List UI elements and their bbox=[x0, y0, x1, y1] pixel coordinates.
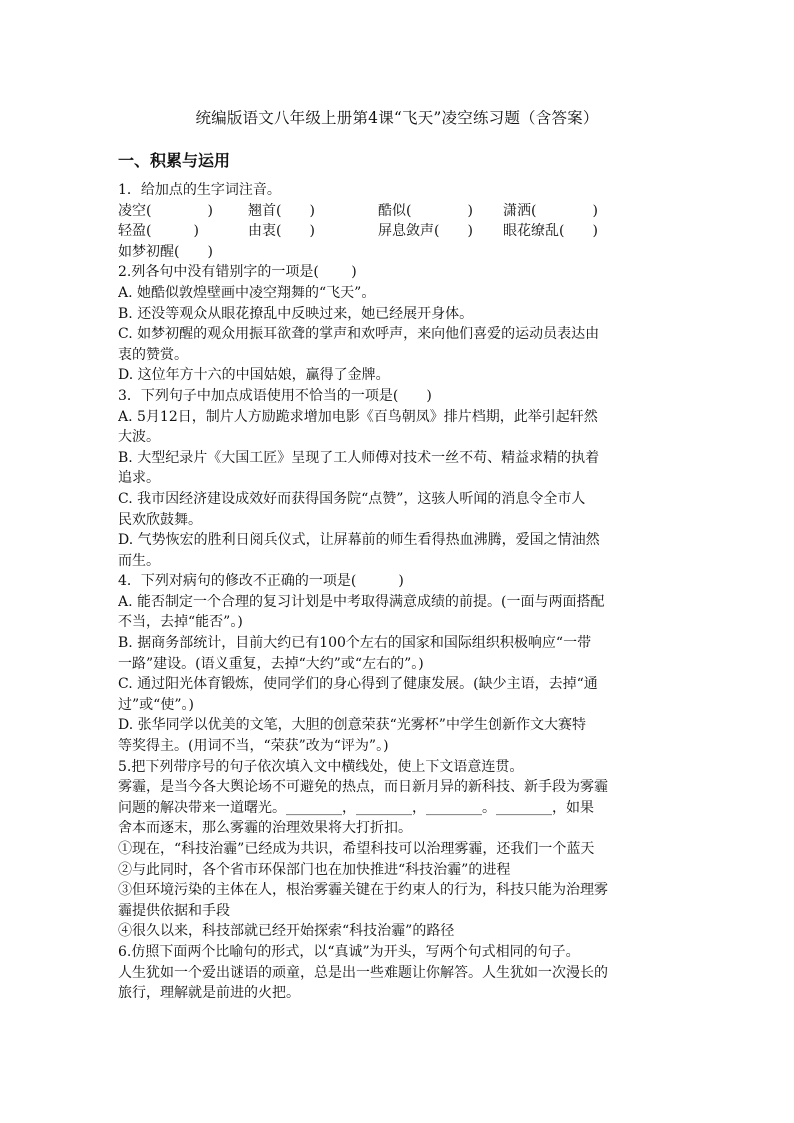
q3-line: B. 大型纪录片《大国工匠》呈现了工人师傅对技术一丝不苟、精益求精的执着 bbox=[118, 449, 600, 466]
q1-row-1 bbox=[118, 201, 678, 222]
q5-line: 霾提供依据和手段 bbox=[118, 902, 230, 919]
q4-line: 不当，去掉“能否”。) bbox=[118, 614, 243, 631]
q1-item: 酷似( ) bbox=[378, 202, 473, 219]
q2-line: 衷的赞赏。 bbox=[118, 346, 188, 363]
q2-line: A. 她酷似敦煌壁画中凌空翔舞的“飞天”。 bbox=[118, 284, 376, 301]
q1-item: 翘首( ) bbox=[248, 202, 315, 219]
q2-stem: 2.列各句中没有错别字的一项是( ) bbox=[118, 264, 357, 281]
q1-item: 潇洒( ) bbox=[503, 202, 598, 219]
q5-stem: 5.把下列带序号的句子依次填入文中横线处，使上下文语意连贯。 bbox=[118, 758, 524, 775]
q2-line: D. 这位年方十六的中国姑娘，赢得了金牌。 bbox=[118, 367, 390, 384]
q1-row-2 bbox=[118, 221, 678, 242]
q6-line: 人生犹如一个爱出谜语的顽童，总是出一些难题让你解答。人生犹如一次漫长的 bbox=[118, 964, 608, 981]
q6-line: 旅行，理解就是前进的火把。 bbox=[118, 985, 300, 1002]
q3-line: D. 气势恢宏的胜利日阅兵仪式，让屏幕前的师生看得热血沸腾，爱国之情油然 bbox=[118, 532, 600, 549]
q1-item: 凌空( ) bbox=[118, 202, 213, 219]
q4-line: B. 据商务部统计，目前大约已有100个左右的国家和国际组织积极响应“一带 bbox=[118, 635, 592, 652]
q2-line: B. 还没等观众从眼花撩乱中反映过来，她已经展开身体。 bbox=[118, 305, 474, 322]
q4-stem: 4．下列对病句的修改不正确的一项是( ) bbox=[118, 573, 404, 590]
q4-line: D. 张华同学以优美的文笔，大胆的创意荣获“光雾杯”中学生创新作文大赛特 bbox=[118, 717, 586, 734]
q3-stem: 3．下列句子中加点成语使用不恰当的一项是( ) bbox=[118, 387, 432, 404]
q3-line: 追求。 bbox=[118, 470, 160, 487]
q1-stem: 1．给加点的生字词注音。 bbox=[118, 182, 281, 198]
section-heading: 一、积累与运用 bbox=[118, 151, 231, 170]
q3-line: C. 我市因经济建设成效好而获得国务院“点赞”，这骇人听闻的消息令全市人 bbox=[118, 490, 586, 507]
q5-line: ①现在，“科技治霾”已经成为共识，希望科技可以治理雾霾，还我们一个蓝天 bbox=[118, 841, 595, 857]
q1-item: 轻盈( ) bbox=[118, 223, 199, 240]
q4-line: 一路”建设。(语义重复，去掉“大约”或“左右的”。) bbox=[118, 655, 424, 672]
q1-row-3: 如梦初醒( ) bbox=[118, 243, 213, 260]
q1-item: 屏息敛声( ) bbox=[378, 223, 473, 240]
document-body bbox=[118, 180, 678, 1004]
q5-line: ③但环境污染的主体在人，根治雾霾关键在于约束人的行为，科技只能为治理雾 bbox=[118, 882, 608, 899]
q3-line: 民欢欣鼓舞。 bbox=[118, 511, 202, 528]
q5-line: ④很久以来，科技部就已经开始探索“科技治霾”的路径 bbox=[118, 923, 455, 940]
q4-line: 过”或“使”。) bbox=[118, 696, 194, 713]
q1-item: 眼花缭乱( ) bbox=[503, 223, 598, 240]
q6-stem: 6.仿照下面两个比喻句的形式，以“真诚”为开头，写两个句式相同的句子。 bbox=[118, 943, 580, 960]
q1-item: 由衷( ) bbox=[248, 223, 315, 240]
q4-line: 等奖得主。(用词不当，“荣获”改为“评为”。) bbox=[118, 738, 389, 755]
q2-line: C. 如梦初醒的观众用振耳欲聋的掌声和欢呼声，来向他们喜爱的运动员表达由 bbox=[118, 326, 600, 343]
q3-line: 而生。 bbox=[118, 552, 160, 569]
q5-line: 雾霾，是当今各大舆论场不可避免的热点，而日新月异的新科技、新手段为雾霾 bbox=[118, 779, 608, 796]
q4-line: A. 能否制定一个合理的复习计划是中考取得满意成绩的前提。(一面与两面搭配 bbox=[118, 593, 605, 610]
document-title: 统编版语文八年级上册第4课“飞天”凌空练习题（含答案） bbox=[195, 109, 599, 127]
q4-line: C. 通过阳光体育锻炼，使同学们的身心得到了健康发展。(缺少主语，去掉“通 bbox=[118, 676, 598, 693]
q5-line: 问题的解决带来一道曙光。________，________，________。________，如果 bbox=[118, 799, 594, 816]
q3-line: 大波。 bbox=[118, 429, 160, 446]
q3-line: A. 5月12日，制片人方励跪求增加电影《百鸟朝凤》排片档期，此举引起轩然 bbox=[118, 408, 598, 425]
q5-line: ②与此同时，各个省市环保部门也在加快推进“科技治霾”的进程 bbox=[118, 861, 511, 878]
q5-line: 舍本而逐末，那么雾霾的治理效果将大打折扣。 bbox=[118, 820, 412, 837]
